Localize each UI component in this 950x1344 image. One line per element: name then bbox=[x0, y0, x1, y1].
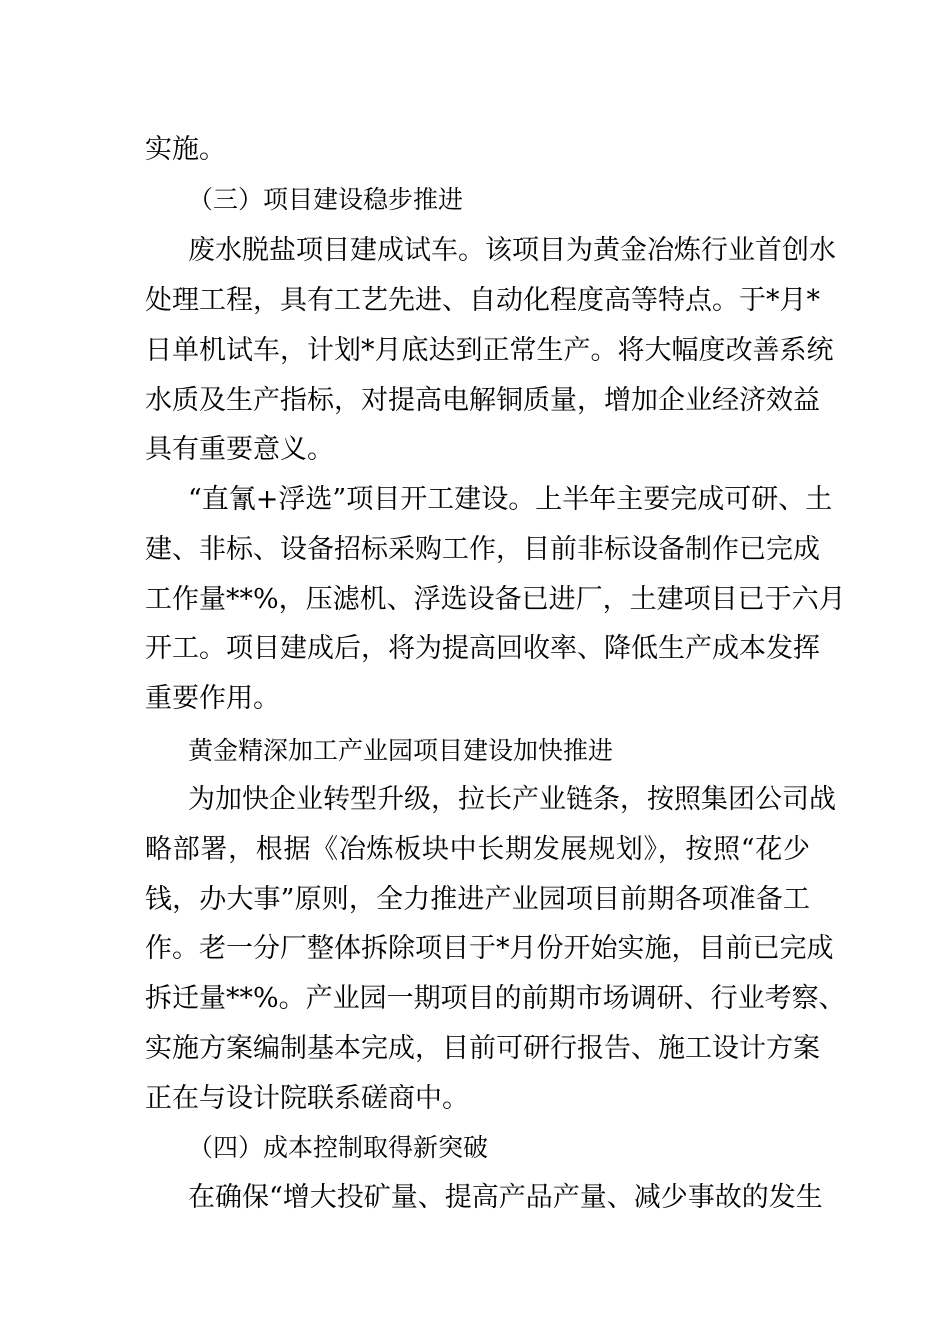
section-heading: （四）成本控制取得新突破 bbox=[188, 1133, 489, 1162]
paragraph-line: 具有重要意义。 bbox=[145, 434, 334, 465]
paragraph-line: 实施。 bbox=[145, 134, 226, 165]
paragraph-line: 正在与设计院联系磋商中。 bbox=[145, 1083, 469, 1114]
paragraph-line: 拆迁量**%。产业园一期项目的前期市场调研、行业考察、 bbox=[145, 983, 846, 1014]
paragraph-line: 略部署，根据《冶炼板块中长期发展规划》，按照“花少 bbox=[145, 834, 810, 865]
paragraph-line: 废水脱盐项目建成试车。该项目为黄金冶炼行业首创水 bbox=[188, 235, 836, 266]
paragraph-line: 日单机试车，计划*月底达到正常生产。将大幅度改善系统 bbox=[145, 335, 834, 366]
section-heading: 黄金精深加工产业园项目建设加快推进 bbox=[188, 736, 614, 765]
paragraph-line: 钱，办大事”原则，全力推进产业园项目前期各项准备工 bbox=[145, 884, 810, 915]
paragraph-line: 作。老一分厂整体拆除项目于*月份开始实施，目前已完成 bbox=[145, 933, 834, 964]
paragraph-line: 开工。项目建成后，将为提高回收率、降低生产成本发挥 bbox=[145, 633, 820, 664]
paragraph-line: 在确保“增大投矿量、提高产品产量、减少事故的发生 bbox=[188, 1182, 823, 1213]
paragraph-line: 为加快企业转型升级，拉长产业链条，按照集团公司战 bbox=[188, 784, 836, 815]
paragraph-line: 水质及生产指标，对提高电解铜质量，增加企业经济效益 bbox=[145, 385, 820, 416]
section-heading: （三）项目建设稳步推进 bbox=[188, 185, 464, 214]
paragraph-line: 建、非标、设备招标采购工作，目前非标设备制作已完成 bbox=[145, 534, 820, 565]
paragraph-line: “直氰+浮选”项目开工建设。上半年主要完成可研、土 bbox=[188, 484, 833, 515]
paragraph-line: 工作量**%，压滤机、浮选设备已进厂，土建项目已于六月 bbox=[145, 584, 846, 615]
paragraph-line: 处理工程，具有工艺先进、自动化程度高等特点。于*月* bbox=[145, 285, 820, 316]
paragraph-line: 实施方案编制基本完成，目前可研行报告、施工设计方案 bbox=[145, 1033, 820, 1064]
paragraph-line: 重要作用。 bbox=[145, 683, 280, 714]
